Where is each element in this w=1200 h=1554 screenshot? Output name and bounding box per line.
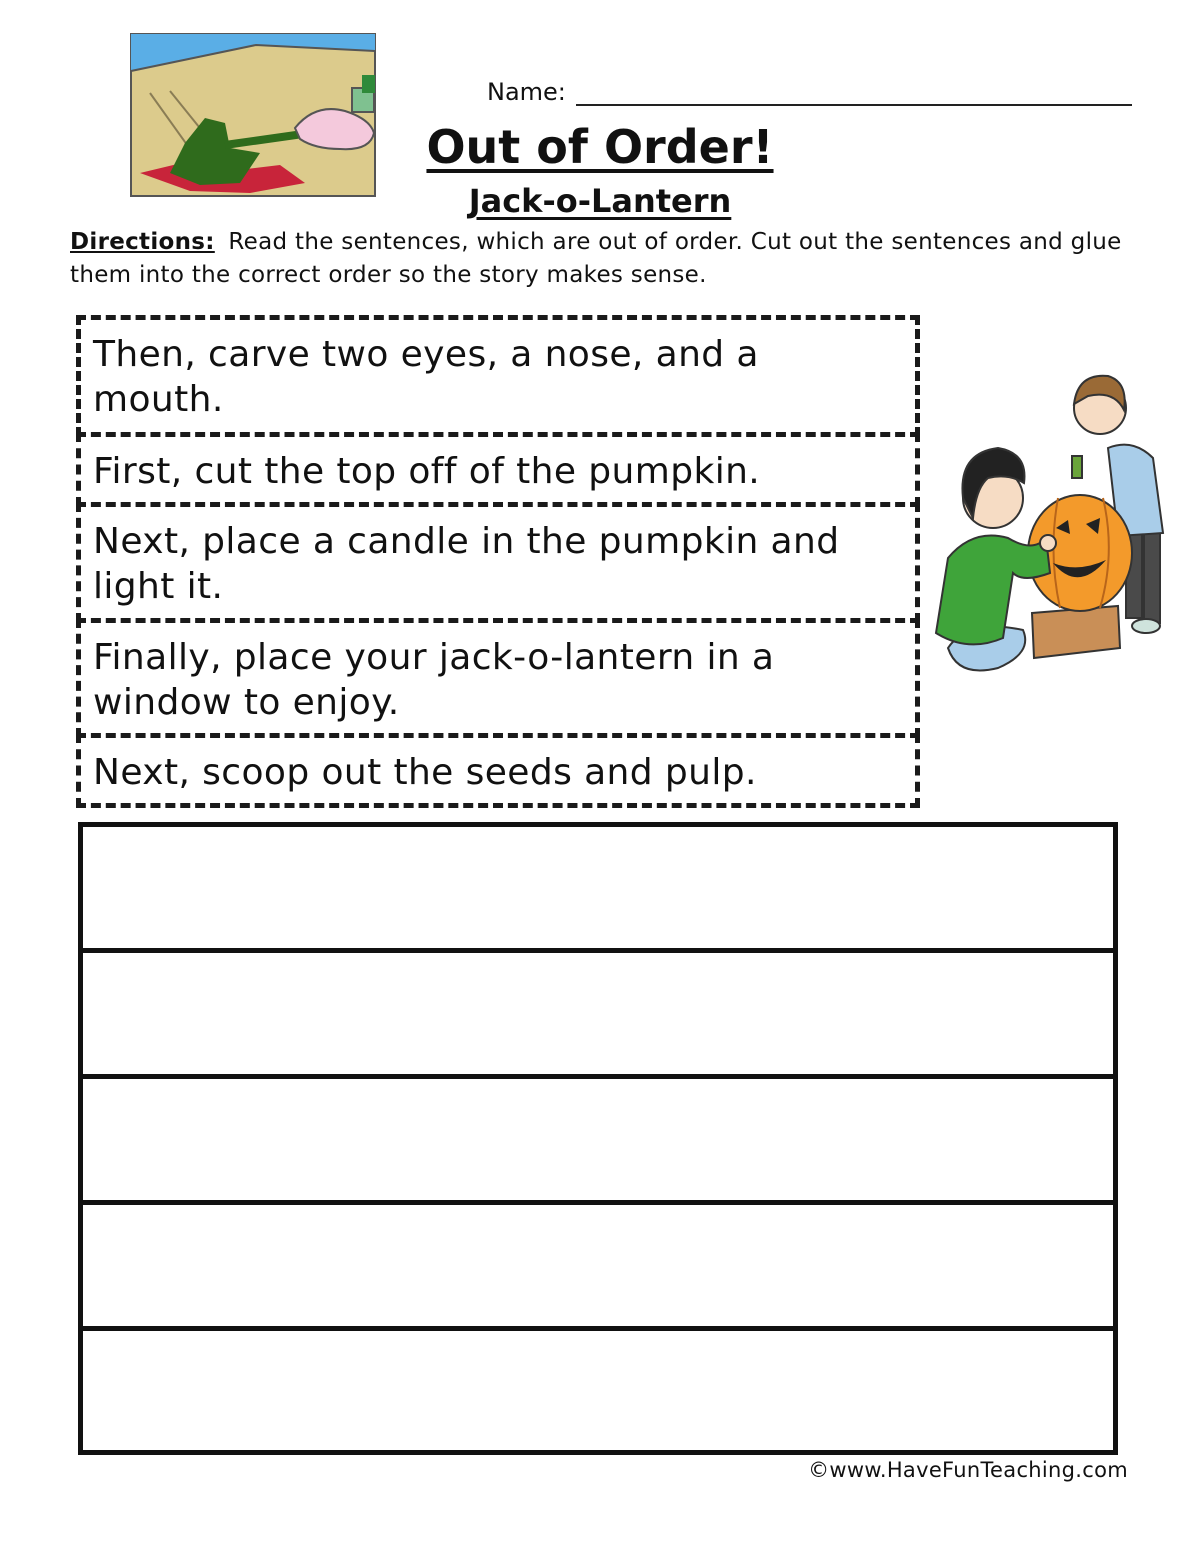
answer-row[interactable]: [83, 827, 1113, 953]
copyright-footer: ©www.HaveFunTeaching.com: [808, 1458, 1128, 1482]
answer-row[interactable]: [83, 1079, 1113, 1205]
answer-row[interactable]: [83, 953, 1113, 1079]
kids-carving-pumpkin-icon: [928, 368, 1178, 698]
name-label: Name:: [487, 78, 566, 106]
page-title: Out of Order!: [426, 120, 774, 174]
sentence-strips: [76, 315, 920, 808]
answer-row[interactable]: [83, 1331, 1113, 1457]
sentence-strip: Finally, place your jack-o-lantern in a window to enjoy.: [76, 618, 920, 738]
sentence-strip: Next, scoop out the seeds and pulp.: [76, 733, 920, 808]
name-line[interactable]: [576, 78, 1132, 106]
sentence-strip: Next, place a candle in the pumpkin and light it.: [76, 502, 920, 623]
directions-label: Directions:: [70, 229, 215, 255]
sentence-strip: First, cut the top off of the pumpkin.: [76, 432, 920, 507]
name-field[interactable]: [487, 72, 1132, 106]
directions: [70, 226, 1140, 292]
page-subtitle: Jack-o-Lantern: [468, 182, 732, 220]
answer-box: [78, 822, 1118, 1455]
sentence-strip: Then, carve two eyes, a nose, and a mouth.: [76, 315, 920, 437]
directions-text: Read the sentences, which are out of order. Cut out the sentences and glue them into the correct order so the story makes sense.: [70, 229, 1122, 288]
answer-row[interactable]: [83, 1205, 1113, 1331]
